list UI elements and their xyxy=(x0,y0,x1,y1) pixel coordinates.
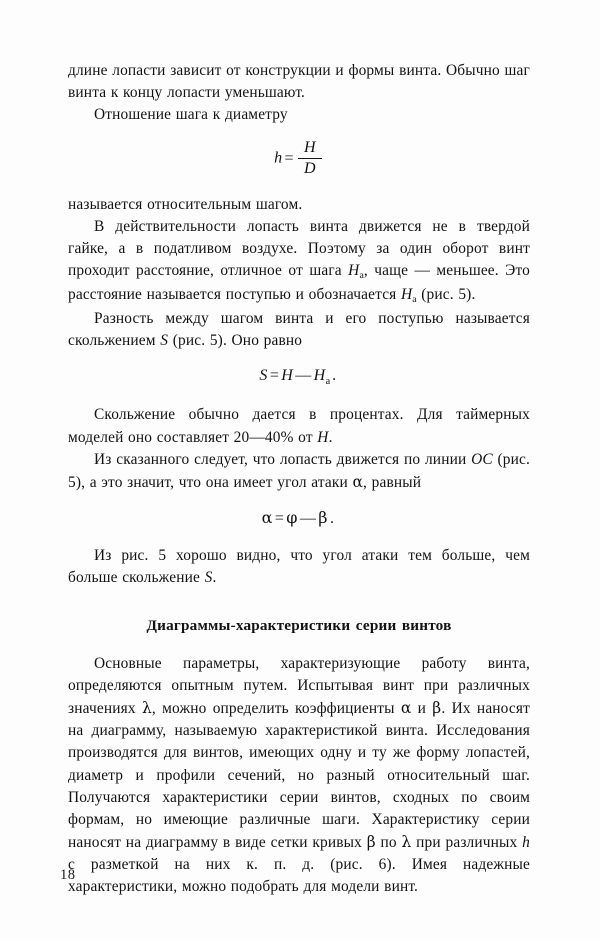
symbol-H-a-second: H xyxy=(401,286,413,304)
symbol-alpha-inline: α xyxy=(352,472,364,491)
page-text-column xyxy=(68,60,530,898)
paragraph-angle-of-attack-text-a: Из сказанного следует, что лопасть движется по линии xyxy=(94,450,472,468)
paragraph-slip-definition-text-b: (рис. 5). Оно равно xyxy=(168,332,303,350)
symbol-H-pitch: H xyxy=(317,428,329,446)
paragraph-characteristics-text-g: с разметкой на них к. п. д. (рис. 6). Имея надежные характеристики, можно подобрать для модели винт. xyxy=(68,855,530,895)
paragraph-slip-definition-text-a: Разность между шагом винта и его поступью называется скольжением xyxy=(68,310,530,350)
formula-slip-lhs: S xyxy=(259,367,268,385)
symbol-H-a-second-subscript: а xyxy=(412,294,417,306)
paragraph-pitch-diameter-ratio-text: Отношение шага к диаметру xyxy=(94,106,288,124)
paragraph-characteristics-text-b: , можно определить коэффициенты xyxy=(151,700,401,718)
formula-alpha-minus: — xyxy=(299,509,317,527)
formula-alpha-lhs: α xyxy=(261,507,273,527)
symbol-H-a-first: H xyxy=(348,262,360,280)
formula-slip-term2: H xyxy=(313,367,326,385)
symbol-lambda-second: λ xyxy=(401,832,412,851)
paragraph-attack-angle-slip xyxy=(68,545,530,589)
formula3-spacer-bottom xyxy=(68,529,530,545)
heading-spacer-bottom xyxy=(68,637,530,653)
paragraph-characteristics-text-a: Основные параметры, характеризующие работу винта, определяются опытным путем. Испытывая винт при различных значениях xyxy=(68,655,530,718)
heading-spacer-top xyxy=(68,589,530,615)
paragraph-advance-distance-text-b: , чаще — меньшее. Это расстояние называется поступью и обозначается xyxy=(68,262,531,304)
section-heading: Диаграммы-характеристики серии винтов xyxy=(146,617,452,635)
paragraph-characteristics-text-d: . Их наносят на диаграмму, называемую характеристикой винта. Исследования производятся для винтов, имеющих одну и ту же форму лопастей, диаметр и профили сечений, но разный относительный шаг. Получаются характеристики серии винтов, сходных по своим формам, но имеющие различные шаги. Характеристику серии наносят на диаграмму в виде сетки кривых xyxy=(68,700,531,851)
symbol-h-relative-pitch: h xyxy=(522,833,530,851)
paragraph-angle-of-attack-text-b: (рис. 5), а это значит, что она имеет угол атаки xyxy=(68,450,531,491)
formula-spacer-bottom xyxy=(68,178,530,194)
formula-alpha-period: . xyxy=(329,509,335,527)
paragraph-slip-definition xyxy=(68,308,530,352)
symbol-beta-coefficient: β xyxy=(432,699,442,718)
symbol-OC-line: ОС xyxy=(471,450,493,468)
paragraph-advance-distance-text-c: (рис. 5). xyxy=(416,286,476,304)
formula2-spacer-bottom xyxy=(68,388,530,404)
formula-slip-term2-subscript: а xyxy=(325,375,331,387)
formula-alpha xyxy=(68,508,530,529)
formula-relative-pitch xyxy=(68,140,530,178)
paragraph-slip-percentage xyxy=(68,404,530,448)
fraction-numerator: H xyxy=(298,139,322,158)
symbol-beta-curves: β xyxy=(366,832,376,851)
formula-slip-term1: H xyxy=(281,367,294,385)
fraction-h-over-d xyxy=(298,139,322,177)
paragraph-attack-angle-slip-text-b: . xyxy=(212,568,217,586)
paragraph-characteristics-text-c: и xyxy=(411,700,433,718)
symbol-S-slip: S xyxy=(160,332,169,350)
symbol-H-a-first-subscript: а xyxy=(359,270,364,282)
formula-relative-pitch-lhs: h xyxy=(274,149,283,167)
formula-slip-minus: — xyxy=(295,367,312,385)
paragraph-blade-length-text: длине лопасти зависит от конструкции и формы винта. Обычно шаг винта к концу лопасти уменьшают. xyxy=(68,62,530,102)
paragraph-angle-of-attack xyxy=(68,449,530,494)
formula-alpha-operator: = xyxy=(274,509,285,527)
paragraph-characteristics-text-f: при различных xyxy=(411,833,523,851)
formula-alpha-beta: β xyxy=(318,507,328,527)
formula-relative-pitch-operator: = xyxy=(284,149,294,167)
paragraph-relative-pitch-name-text: называется относительным шагом. xyxy=(68,195,303,213)
paragraph-characteristics-text-e: по xyxy=(375,833,402,851)
symbol-lambda-first: λ xyxy=(141,699,152,718)
page-number: 18 xyxy=(60,867,76,883)
paragraph-angle-of-attack-text-c: , равный xyxy=(363,473,422,491)
formula-slip-period: . xyxy=(332,367,337,385)
paragraph-advance-distance-text-a: В действительности лопасть винта движется не в твердой гайке, а в податливом воздухе. Поэтому за один оборот винт проходит расстояние, отличное от шага xyxy=(68,217,530,280)
formula-slip-operator: = xyxy=(269,367,280,385)
formula3-spacer-top xyxy=(68,494,530,508)
symbol-S-slip-second: S xyxy=(204,568,213,586)
paragraph-pitch-diameter-ratio xyxy=(68,104,530,126)
paragraph-slip-percentage-text-a: Скольжение обычно дается в процентах. Для таймерных моделей оно составляет 20—40% от xyxy=(68,406,530,446)
paragraph-attack-angle-slip-text-a: Из рис. 5 хорошо видно, что угол атаки тем больше, чем больше скольжение xyxy=(68,546,530,586)
paragraph-advance-distance xyxy=(68,216,530,308)
formula2-spacer-top xyxy=(68,352,530,366)
formula-alpha-phi: φ xyxy=(286,507,298,527)
fraction-denominator: D xyxy=(303,159,316,177)
formula-spacer-top xyxy=(68,126,530,140)
paragraph-blade-length xyxy=(68,60,530,104)
paragraph-slip-percentage-text-b: . xyxy=(328,428,333,446)
symbol-alpha-coefficient: α xyxy=(400,699,412,718)
formula-slip xyxy=(68,366,530,388)
paragraph-propeller-characteristics xyxy=(68,653,530,898)
paragraph-relative-pitch-name xyxy=(68,194,530,216)
